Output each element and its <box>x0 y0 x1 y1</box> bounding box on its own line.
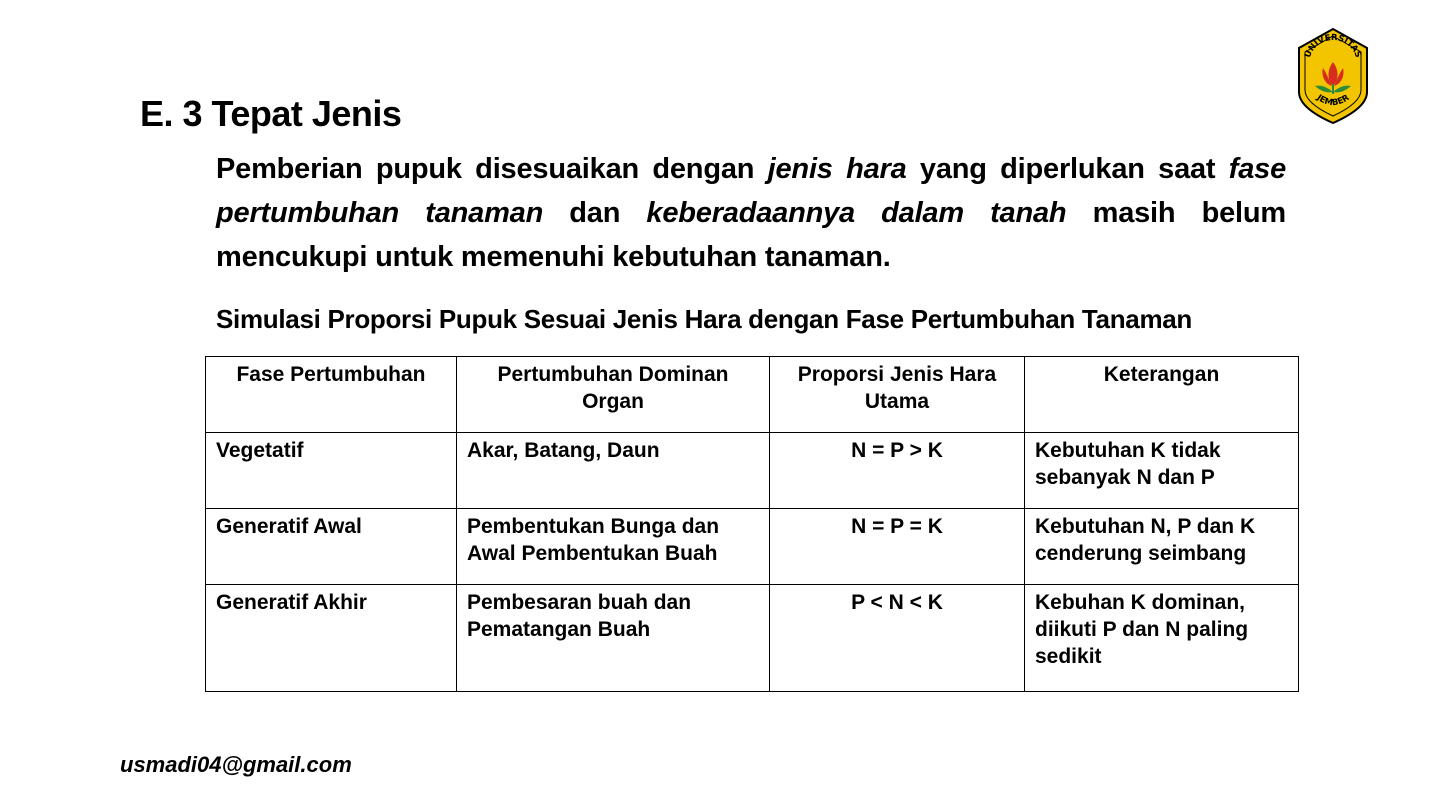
paragraph-italic-fase: fase pertumbuhan tanaman <box>216 153 1286 229</box>
table-cell: Vegetatif <box>206 433 457 509</box>
body-paragraph <box>216 147 1286 279</box>
table-cell: Generatif Awal <box>206 509 457 585</box>
table-cell: P < N < K <box>770 585 1025 692</box>
table-cell: Pembentukan Bunga dan Awal Pembentukan Buah <box>457 509 770 585</box>
table-cell: Kebuhan K dominan, diikuti P dan N paling sedikit <box>1025 585 1299 692</box>
slide-title: E. 3 Tepat Jenis <box>140 93 402 134</box>
logo-top-text: UNIVERSITAS <box>1302 32 1363 60</box>
logo-bottom-text: JEMBER <box>1314 92 1352 109</box>
table-row <box>206 509 1299 585</box>
table-cell: Pembesaran buah dan Pematangan Buah <box>457 585 770 692</box>
table-header-cell: Fase Pertumbuhan <box>206 357 457 433</box>
paragraph-italic-keberadaan: keberadaannya dalam tanah <box>646 197 1067 229</box>
table-cell: Kebutuhan N, P dan K cenderung seimbang <box>1025 509 1299 585</box>
paragraph-text-2: yang diperlukan saat <box>906 153 1229 185</box>
table-row <box>206 433 1299 509</box>
table-cell: N = P = K <box>770 509 1025 585</box>
paragraph-italic-jenis-hara: jenis hara <box>767 153 907 185</box>
paragraph-text-1: Pemberian pupuk disesuaikan dengan <box>216 153 768 185</box>
simulation-table <box>205 356 1299 692</box>
university-logo <box>1297 26 1369 126</box>
footer-email: usmadi04@gmail.com <box>120 752 352 777</box>
table-header-cell: Keterangan <box>1025 357 1299 433</box>
table-header-row <box>206 357 1299 433</box>
table-header-cell: Proporsi Jenis Hara Utama <box>770 357 1025 433</box>
table-header-cell: Pertumbuhan Dominan Organ <box>457 357 770 433</box>
table-cell: Kebutuhan K tidak sebanyak N dan P <box>1025 433 1299 509</box>
paragraph-text-4: masih belum mencukupi untuk memenuhi kebutuhan tanaman. <box>216 197 1286 273</box>
paragraph-text-3: dan <box>543 197 647 229</box>
table-row <box>206 585 1299 692</box>
table-cell: Generatif Akhir <box>206 585 457 692</box>
table-cell: N = P > K <box>770 433 1025 509</box>
table-cell: Akar, Batang, Daun <box>457 433 770 509</box>
table-caption: Simulasi Proporsi Pupuk Sesuai Jenis Hara dengan Fase Pertumbuhan Tanaman <box>216 304 1193 334</box>
